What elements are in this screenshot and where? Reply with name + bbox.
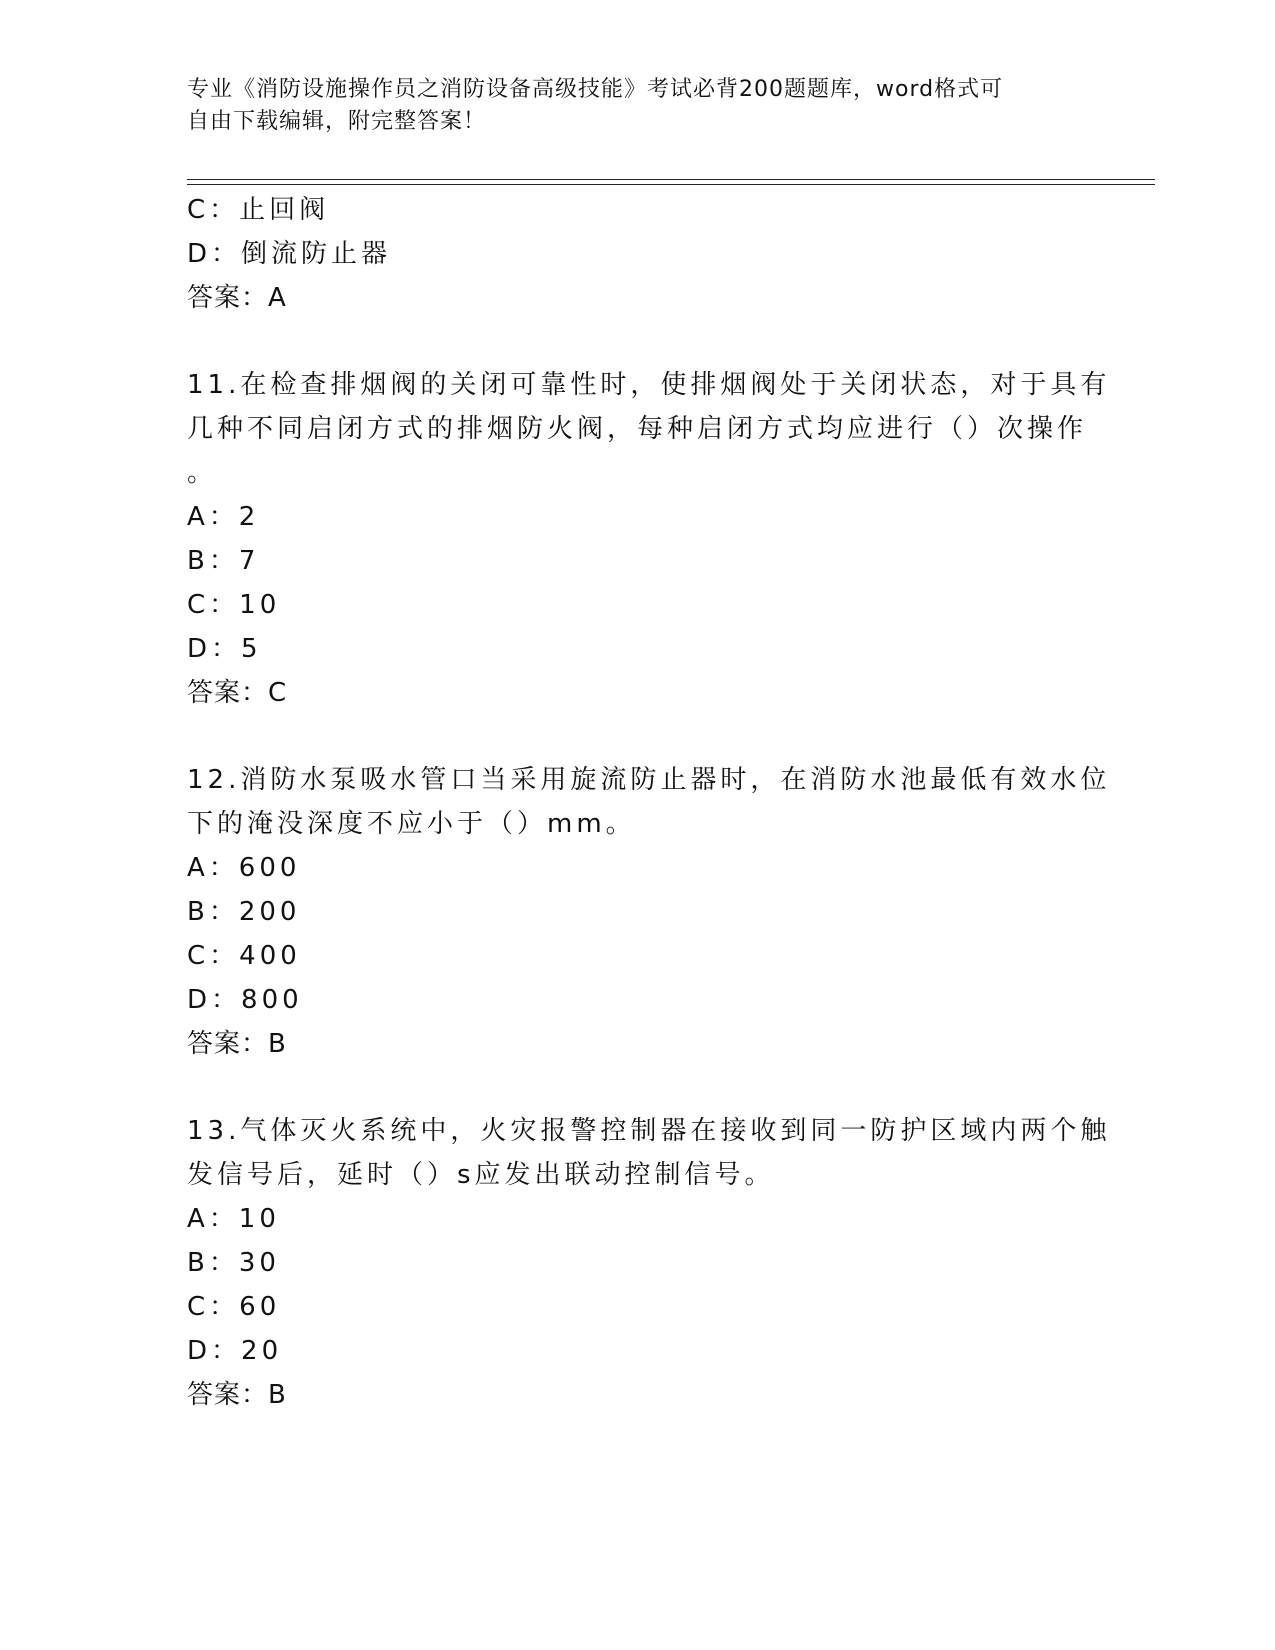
option-d: D：倒流防止器 <box>187 239 392 269</box>
question-13-answer: 答案：B <box>187 1380 287 1410</box>
question-12-text-line-1: 12.消防水泵吸水管口当采用旋流防止器时，在消防水池最低有效水位 <box>187 765 1111 795</box>
question-12-option-d: D：800 <box>187 985 303 1015</box>
header-divider-top <box>187 179 1155 180</box>
question-11-option-a: A：2 <box>187 502 260 532</box>
question-11-text-line-3: 。 <box>187 458 218 488</box>
option-c: C：止回阀 <box>187 195 330 225</box>
question-13-option-b: B：30 <box>187 1248 280 1278</box>
question-11-text-line-2: 几种不同启闭方式的排烟防火阀，每种启闭方式均应进行（）次操作 <box>187 414 1088 444</box>
header-divider-bottom <box>187 184 1155 185</box>
question-12-answer: 答案：B <box>187 1029 287 1059</box>
question-12-option-c: C：400 <box>187 941 301 971</box>
question-13-option-d: D：20 <box>187 1336 283 1366</box>
question-13-option-a: A：10 <box>187 1204 280 1234</box>
question-13-option-c: C：60 <box>187 1292 281 1322</box>
question-12-option-b: B：200 <box>187 897 301 927</box>
document-header <box>187 74 1067 138</box>
question-13-text-line-1: 13.气体灭火系统中，火灾报警控制器在接收到同一防护区域内两个触 <box>187 1116 1111 1146</box>
header-line-2: 自由下载编辑，附完整答案！ <box>187 109 487 134</box>
question-11-answer: 答案：C <box>187 678 288 708</box>
question-12-option-a: A：600 <box>187 853 301 883</box>
answer-line: 答案：A <box>187 283 287 313</box>
question-11-option-d: D：5 <box>187 634 262 664</box>
question-11-text-line-1: 11.在检查排烟阀的关闭可靠性时，使排烟阀处于关闭状态，对于具有 <box>187 370 1111 400</box>
question-11-option-c: C：10 <box>187 590 281 620</box>
question-11-option-b: B：7 <box>187 546 260 576</box>
question-13-text-line-2: 发信号后，延时（）s应发出联动控制信号。 <box>187 1160 775 1190</box>
header-line-1: 专业《消防设施操作员之消防设备高级技能》考试必背200题题库，word格式可 <box>187 77 1004 102</box>
question-12-text-line-2: 下的淹没深度不应小于（）mm。 <box>187 809 636 839</box>
